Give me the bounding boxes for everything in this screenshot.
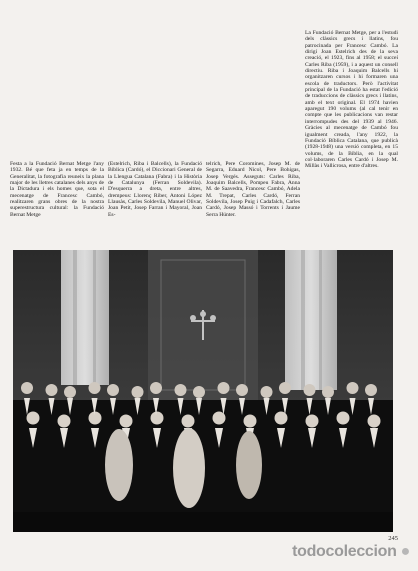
standing-person-head [107, 384, 119, 396]
seated-person-head [368, 415, 381, 428]
watermark-dot-icon: ● [400, 543, 410, 560]
seated-person-head [182, 415, 195, 428]
standing-person-head [304, 384, 316, 396]
standing-person-head [89, 382, 101, 394]
standing-person-head [46, 384, 58, 396]
seated-person-head [27, 412, 40, 425]
standing-person-head [236, 384, 248, 396]
watermark-text: todocoleccion [292, 543, 397, 560]
seated-person-head [244, 415, 257, 428]
seated-person-head [151, 412, 164, 425]
caption-column-3: telrich, Pere Coromines, Josep M. de Segarra, Eduard Nicol, Pere Bohigas, Josep Vergés. Asseguts: Carles Riba, Joaquim Balcells, Pompeu Fabra, Anna M. de Saavedra, Francesc Cambó, Adela M. Trepat, Carles Cardó, Ferran Soldevila, Josep Puig i Cadafalch, Carles Cardó, Josep Massó i Torrents i Jaume Serra Húnter. [206, 161, 300, 218]
seated-person-head [275, 412, 288, 425]
watermark-logo [240, 538, 410, 566]
standing-person-head [193, 386, 205, 398]
standing-person-head [21, 382, 33, 394]
standing-person-head [64, 386, 76, 398]
seated-person-head [120, 415, 133, 428]
text-column-right: La Fundació Bernat Metge, per a l'estudi dels clàssics grecs i llatins, fou patrocinada per Francesc Cambó. La dirigí Joan Estelrich des de la seva creació, el 1923, fins al 1958; el succeí Carles Riba (1959), i a aquest un consell directiu. Riba i Joaquim Balcells hi organitzaren cursos i hi formaren una escola de traductors. Però l'activitat principal de la Fundació ha estat l'edició de traduccions de clàssics grecs i llatins, amb el text original. El 1974 havien aparegut 190 volums (al cal tenir en compte que les publicacions van restar interrompudes des del 1939 al 1946. Gràcies al mecenatge de Cambó fou igualment creada, l'any 1922, la Fundació Bíblica Catalana, que publicà (1928-1948) una versió completa, en 15 volums, de la Bíblia, en la qual col·laboraren Carles Cardó i Josep M. Millàs i Vallicrosa, entre d'altres. [305, 30, 398, 170]
standing-person-head [261, 386, 273, 398]
standing-person-head [218, 382, 230, 394]
standing-person-head [347, 382, 359, 394]
historical-group-photo [13, 250, 393, 532]
page-number: 245 [388, 535, 398, 542]
standing-person-head [279, 382, 291, 394]
standing-person-head [322, 386, 334, 398]
standing-person-head [150, 382, 162, 394]
caption-column-1: Festa a la Fundació Bernat Metge l'any 1932. Bé que feta ja en temps de la Generalitat, la fotografia reuneix la plana major de les lletres catalanes dels anys de la Dictadura i els homes que, sota el mecenatge de Francesc Cambó, realitzaren grans obres de la nostra superestructura cultural: la Fundació Bernat Metge [10, 161, 104, 218]
seated-person-head [89, 412, 102, 425]
seated-person-head [337, 412, 350, 425]
seated-person-head [306, 415, 319, 428]
standing-person-head [175, 384, 187, 396]
seated-person-head [58, 415, 71, 428]
group-photo-illustration [13, 250, 393, 532]
standing-person-head [365, 384, 377, 396]
caption-column-2: (Estelrich, Riba i Balcells), la Fundació Bíblica (Cardó), el Diccionari General de la Llengua Catalana (Fabra) i la Història de Catalunya (Ferran Soldevila). D'esquerra a dreta, entre altres, drempeus: Llorenç Riber, Antoni López Llausàs, Carles Soldevila, Manuel Olivar, Joan Petit, Josep Farran i Mayoral, Joan Es- [108, 161, 202, 218]
standing-person-head [132, 386, 144, 398]
